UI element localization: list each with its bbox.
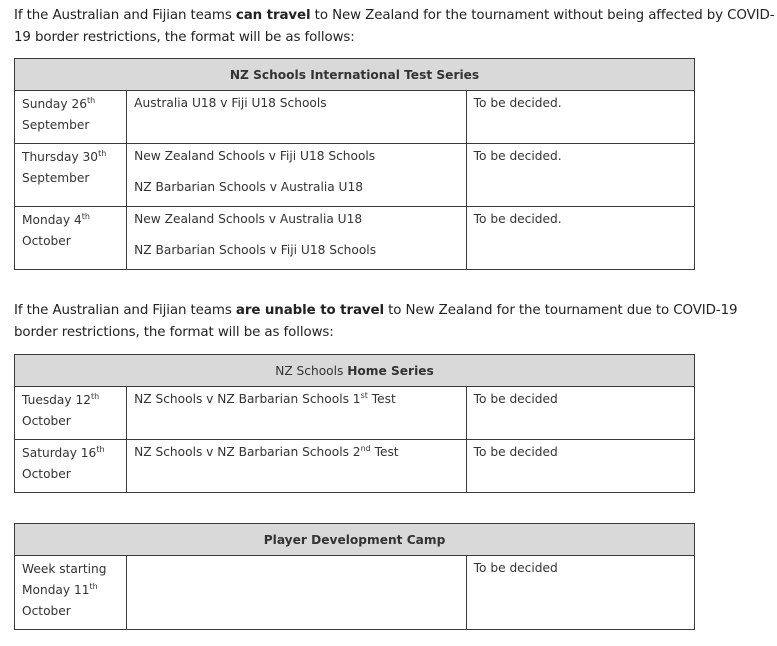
status-cell: To be decided: [466, 387, 694, 440]
status-cell: To be decided.: [466, 144, 694, 207]
date-cell: Week starting Monday 11th October: [15, 556, 127, 630]
intro-no-travel-emphasis: are unable to travel: [235, 303, 384, 318]
fixture-cell: [127, 556, 466, 630]
fixture-cell: NZ Schools v NZ Barbarian Schools 1st Test: [127, 387, 466, 440]
table-header-row: [15, 524, 695, 556]
table-header-row: [15, 355, 695, 387]
table-header-row: [15, 59, 695, 91]
intro-travel-text-rest: to New Zealand for the tournament without being affected by COVID-19 border restrictions, the format will be as follows:: [14, 8, 775, 45]
fixture-cell: Australia U18 v Fiji U18 Schools: [127, 91, 466, 144]
table-row: [15, 440, 695, 493]
intro-travel-paragraph: [14, 5, 776, 49]
intro-no-travel-paragraph: [14, 300, 776, 344]
date-cell: Tuesday 12th October: [15, 387, 127, 440]
intro-no-travel-text-rest: to New Zealand for the tournament due to COVID-19 border restrictions, the format will be as follows:: [14, 303, 738, 340]
status-cell: To be decided: [466, 440, 694, 493]
camp-title: Player Development Camp: [15, 524, 695, 556]
status-cell: To be decided.: [466, 207, 694, 270]
intl-series-table: [14, 58, 695, 270]
table-row: [15, 387, 695, 440]
fixture-cell: New Zealand Schools v Fiji U18 Schools NZ Barbarian Schools v Australia U18: [127, 144, 466, 207]
fixture-cell: NZ Schools v NZ Barbarian Schools 2nd Test: [127, 440, 466, 493]
home-series-table: [14, 354, 695, 493]
table-row: [15, 91, 695, 144]
table-row: [15, 556, 695, 630]
intro-travel-emphasis: can travel: [235, 8, 311, 23]
date-cell: Saturday 16th October: [15, 440, 127, 493]
status-cell: To be decided.: [466, 91, 694, 144]
date-cell: Thursday 30th September: [15, 144, 127, 207]
fixture-cell: New Zealand Schools v Australia U18 NZ Barbarian Schools v Fiji U18 Schools: [127, 207, 466, 270]
intro-travel-text: If the Australian and Fijian teams: [14, 8, 236, 23]
date-cell: Monday 4th October: [15, 207, 127, 270]
intl-series-title: NZ Schools International Test Series: [15, 59, 695, 91]
camp-table: [14, 523, 695, 630]
intro-no-travel-text: If the Australian and Fijian teams: [14, 303, 236, 318]
status-cell: To be decided: [466, 556, 694, 630]
home-series-title: NZ Schools Home Series: [15, 355, 695, 387]
date-cell: Sunday 26th September: [15, 91, 127, 144]
table-row: [15, 207, 695, 270]
table-row: [15, 144, 695, 207]
